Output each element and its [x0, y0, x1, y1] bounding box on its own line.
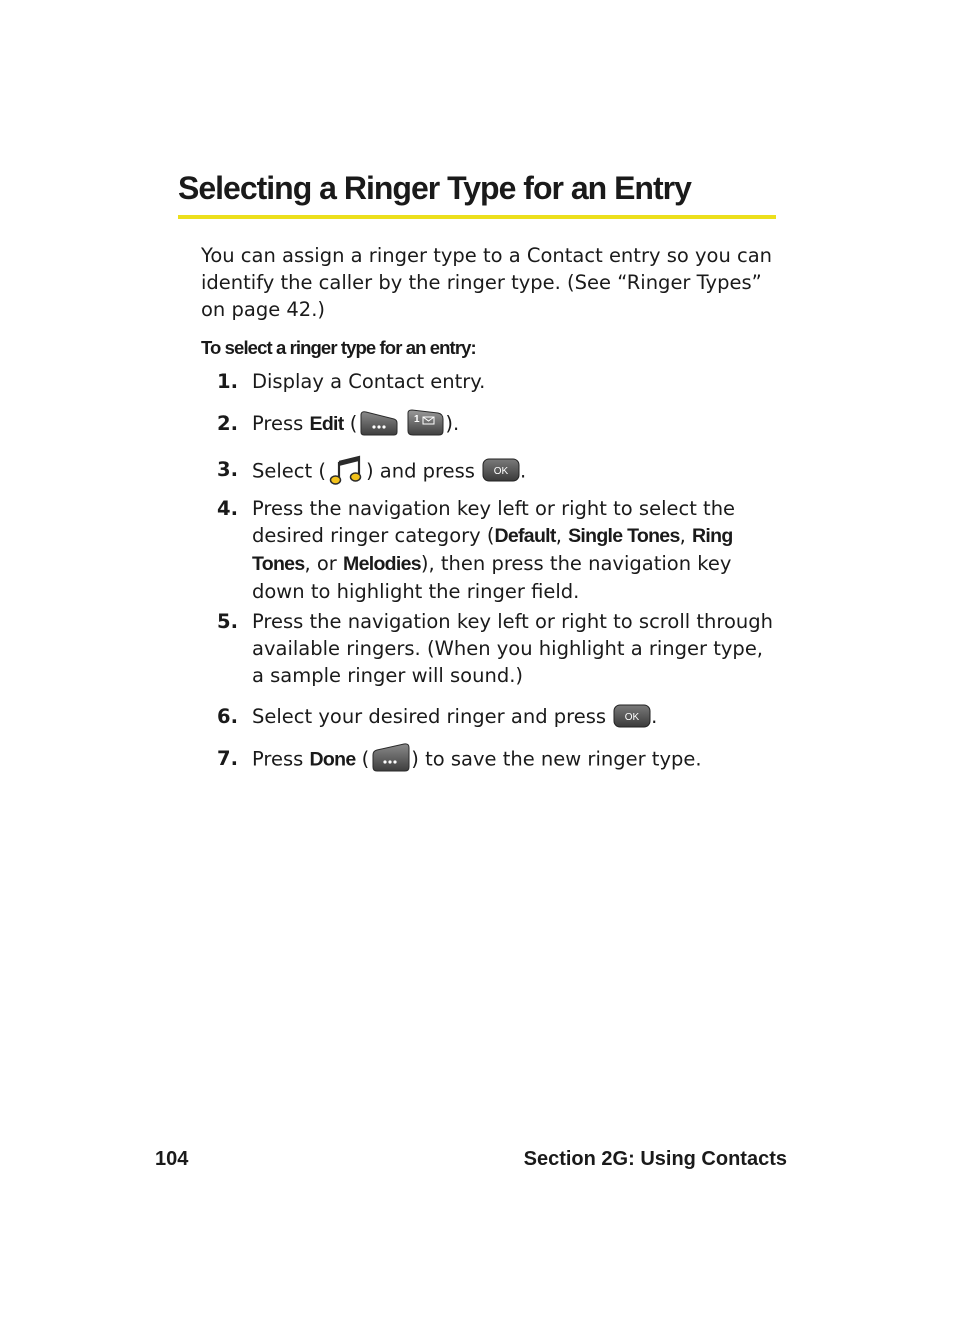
svg-text:OK: OK	[624, 711, 640, 723]
title-underline	[178, 215, 776, 219]
step-text: Display a Contact entry.	[252, 370, 486, 393]
one-key-icon	[405, 409, 445, 437]
svg-text:1: 1	[414, 413, 420, 425]
step-text: Select your desired ringer and press OK .	[252, 705, 658, 728]
intro-paragraph: You can assign a ringer type to a Contact entry so you can identify the caller by the ringer type. (See “Ringer Types” on page 42.)	[201, 244, 773, 321]
step-text: Press the navigation key left or right to scroll through available ringers. (When you highlight a ringer type, a sample ringer will sound.)	[252, 610, 773, 687]
done-label: Done	[309, 748, 356, 771]
procedure-heading: To select a ringer type for an entry:	[201, 337, 476, 358]
category-single-tones: Single Tones	[568, 525, 680, 547]
step-text: Press Done ( ) to save the new ringer type.	[252, 745, 777, 775]
page-title: Selecting a Ringer Type for an Entry	[178, 170, 691, 206]
softkey-ellipsis-icon	[359, 409, 399, 437]
step-text: Press Edit ( 1 ).	[252, 410, 777, 439]
ok-key-icon	[482, 458, 520, 482]
category-melodies: Melodies	[343, 553, 421, 575]
music-note-icon	[329, 454, 363, 486]
category-ring-tones: Ring Tones	[252, 525, 733, 575]
step-text: Select ( ) and press OK .	[252, 456, 777, 488]
step-number: 3.	[217, 458, 238, 481]
step-number: 7.	[217, 747, 238, 770]
step-number: 5.	[217, 610, 238, 633]
step-number: 6.	[217, 705, 238, 728]
svg-text:OK: OK	[493, 466, 509, 477]
step-number: 2.	[217, 412, 238, 435]
step-text: Press the navigation key left or right to select the desired ringer category (Default, Single Tones, Ring Tones, or Melodies), then press the navigation key down to highlight the ringer field.	[252, 497, 736, 603]
category-default: Default	[494, 525, 556, 547]
ok-key-icon	[613, 704, 651, 728]
softkey-ellipsis-icon	[371, 743, 411, 773]
section-title: Section 2G: Using Contacts	[523, 1148, 787, 1170]
edit-label: Edit	[309, 413, 344, 435]
step-number: 1.	[217, 370, 238, 393]
page-number: 104	[155, 1148, 189, 1170]
step-number: 4.	[217, 497, 238, 520]
